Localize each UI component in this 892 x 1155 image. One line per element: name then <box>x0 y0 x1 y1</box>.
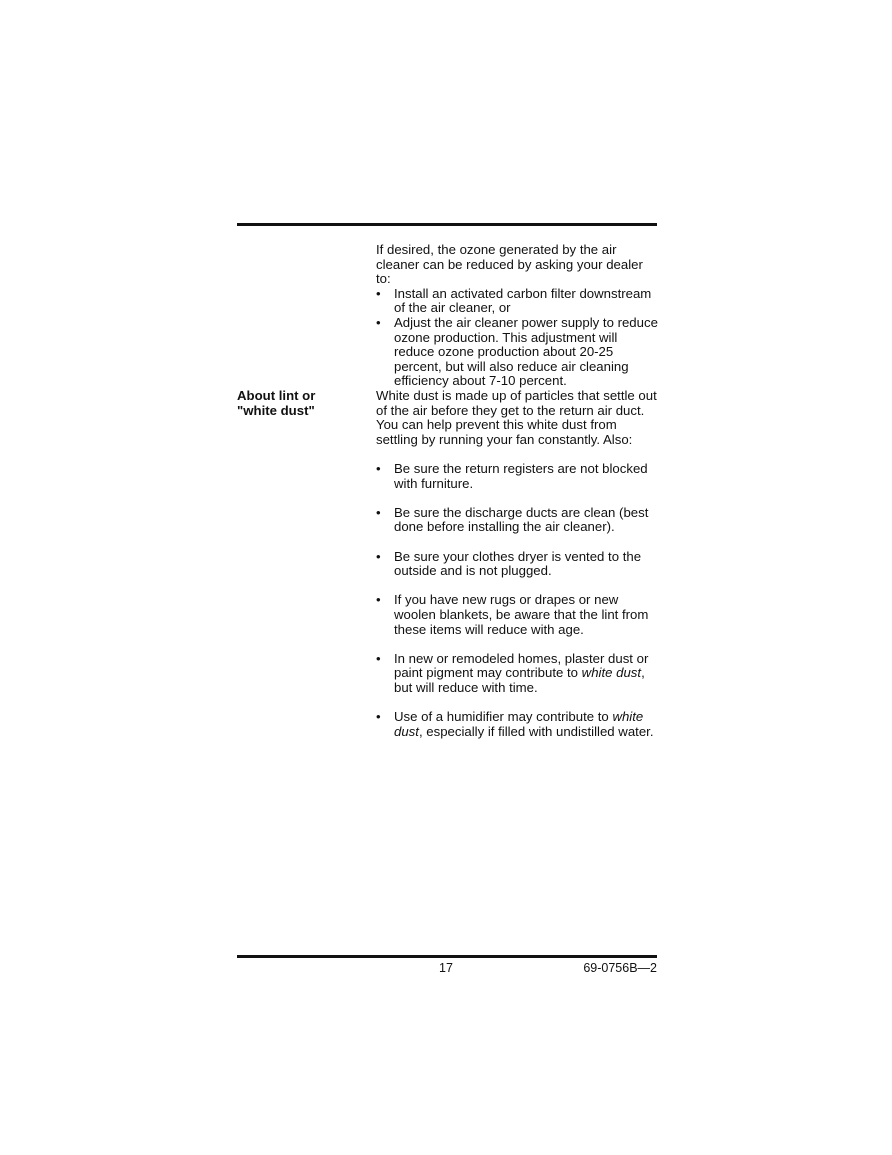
list-item <box>376 652 661 696</box>
bullet-icon: • <box>376 460 381 476</box>
bullet-text <box>394 651 648 695</box>
ozone-intro: If desired, the ozone generated by the air cleaner can be reduced by asking your dealer to: <box>376 242 643 287</box>
bullet-text: If you have new rugs or drapes or new woolen blankets, be aware that the lint from these items will reduce with age. <box>394 592 649 637</box>
lint-section <box>376 389 661 739</box>
list-item <box>376 506 661 535</box>
bullet-text-pre: Use of a humidifier may contribute to <box>394 709 613 725</box>
list-item <box>376 550 661 579</box>
list-item <box>376 710 661 739</box>
bullet-icon: • <box>376 592 381 608</box>
bullet-text: Adjust the air cleaner power supply to reduce ozone production. This adjustment will reduce ozone production about 20-25 percent, but will also reduce air cleaning efficiency about 7-10 percent. <box>394 314 658 389</box>
bullet-icon: • <box>376 650 381 666</box>
document-code: 69-0756B—2 <box>583 961 657 975</box>
top-rule <box>237 223 657 226</box>
lint-intro: White dust is made up of particles that settle out of the air before they get to the return air duct. You can help prevent this white dust from settling by running your fan constantly. Also: <box>376 388 657 447</box>
ozone-bullet-list <box>376 287 661 389</box>
bullet-icon: • <box>376 548 381 564</box>
list-item <box>376 316 661 389</box>
bullet-icon: • <box>376 709 381 725</box>
bullet-text: Install an activated carbon filter downstream of the air cleaner, or <box>394 285 652 316</box>
heading-line: "white dust" <box>237 402 315 418</box>
bullet-icon: • <box>376 285 381 301</box>
bullet-text: Be sure your clothes dryer is vented to the outside and is not plugged. <box>394 548 642 579</box>
list-item <box>376 593 661 637</box>
bullet-icon: • <box>376 504 381 520</box>
bottom-rule <box>237 955 657 958</box>
bullet-text <box>394 709 654 739</box>
heading-line: About lint or <box>237 388 316 403</box>
list-item <box>376 462 661 491</box>
list-item <box>376 287 661 316</box>
emphasis-white-dust: white dust <box>394 709 644 739</box>
bullet-text: Be sure the discharge ducts are clean (best done before installing the air cleaner). <box>394 504 649 535</box>
bullet-icon: • <box>376 314 381 330</box>
page-number: 17 <box>439 961 453 975</box>
bullet-text-post: , but will reduce with time. <box>394 665 645 695</box>
ozone-section <box>376 243 661 389</box>
section-heading-lint <box>237 389 367 418</box>
bullet-text-pre: In new or remodeled homes, plaster dust or paint pigment may contribute to <box>394 650 649 681</box>
emphasis-white-dust: white dust <box>581 665 642 681</box>
bullet-text-post: , especially if filled with undistilled water. <box>418 723 654 739</box>
bullet-text: Be sure the return registers are not blocked with furniture. <box>394 460 648 491</box>
lint-bullet-list <box>376 462 661 739</box>
